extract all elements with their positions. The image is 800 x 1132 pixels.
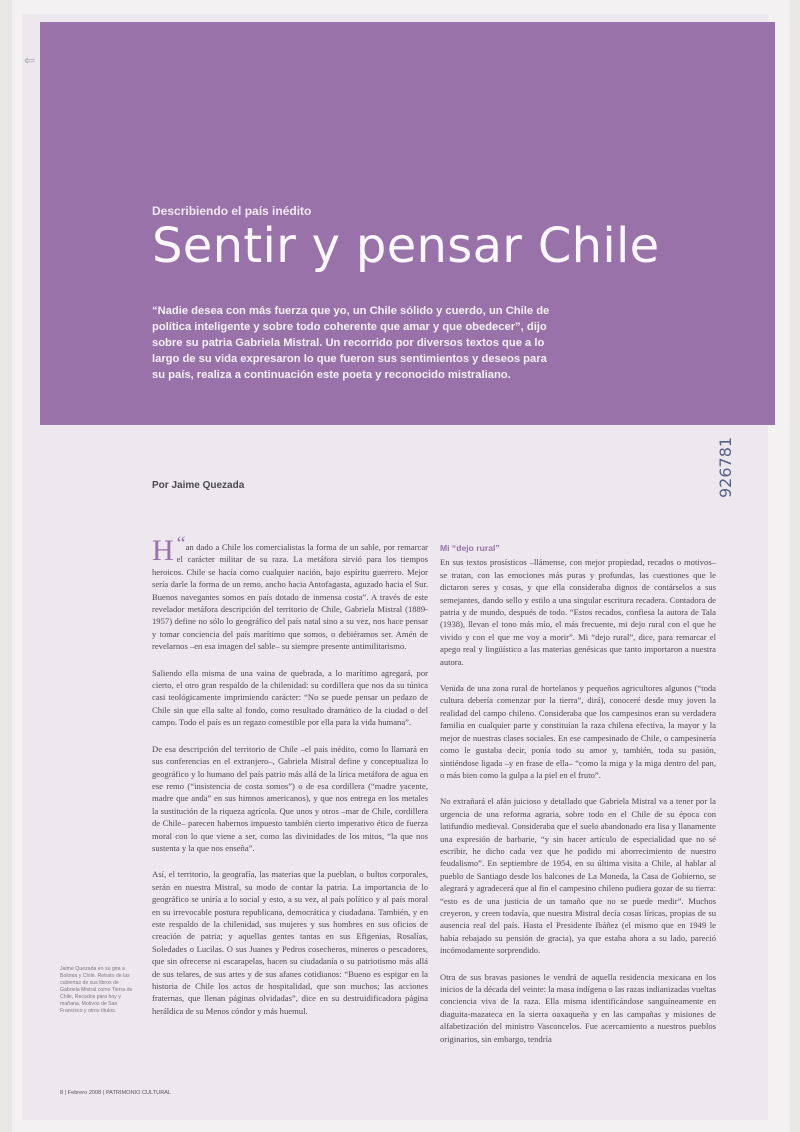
page-title: Sentir y pensar Chile [152, 218, 660, 274]
photo-caption: Jaime Quezada en su gira a Bolonia y Chile. Retrato de las cubiertas de sus libros de Gabriela Mistral como Tierra de Chile, Recados para hoy y mañana, Motivos de San Francisco y otros títulos. [60, 966, 133, 1014]
paragraph: No extrañará el afán juicioso y detallado que Gabriela Mistral va a tener por la urgencia de una reforma agraria, sobre todo en el Chile de su época con latifundio medieval. Consideraba que el suelo abandonado era lisa y llanamente una expresión de barbarie, “y sin hacer artículo de especialidad que no sé escribir, he dicho cada vez que he podido mi aborrecimiento de nuestro feudalismo”. En septiembre de 1954, en su última visita a Chile, al hablar al pueblo de Santiago desde los balcones de La Moneda, la Casa de Gobierno, se alegrará y agradecerá que al fin el campesino chileno pudiera gozar de su tierra: “esto es de una justicia de un tamaño que no se puede medir”. Muchos creyeron, y creen todavía, que nuestra Mistral decía cosas líricas, propias de su ausencia real del país. Hasta el Presidente Ibáñez (el mismo que en 1949 le había rebajado su pensión de gracia), ya que estaba ahora a su lado, pareció incómodamente sorprendido. [440, 796, 716, 956]
quote-mark: “ [176, 533, 186, 555]
right-column [440, 542, 716, 1059]
paragraph: Venida de una zona rural de hortelanos y pequeños agricultores algunos (“toda cultura debería comenzar por la tierra”, dirá), conoceré desde muy joven la realidad del campo chileno. Consideraba que los campesinos eran su verdadera familia en cualquier parte y constituían la raza chilena efectiva, la mayor y la mejor de nuestras clases sociales. En ese campesinado de Chile, o campesinería como le gustaba decir, ponía todo su amor y, también, toda su pasión, sintiéndose ligada –y en frase de ella– “como la miga y la miga dentro del pan, o más bien como la gulpa a la piel en el fruto”. [440, 683, 716, 780]
paragraph: Saliendo ella misma de una vaina de quebrada, a lo marítimo agregará, por cierto, el otro gran respaldo de la chilenidad: su cordillera que nos da su túnica casi teológicamente imprimiendo carácter: “No se puede pensar un pedazo de Chile sin que ella salte al fondo, como resultado dramático de la ciudad o del campo. Todo el país es un regazo comestible por ella para la vida humana”. [152, 667, 428, 728]
paragraph: De esa descripción del territorio de Chile –el país inédito, como lo llamará en sus conferencias en el extranjero–, Gabriela Mistral define y conceptualiza lo geográfico y lo humano del país patrio más allá de la lírica metáfora de agua en ese remo (“insistencia de costa somos”) o de esa cordillera (“madre yacente, madre que anda” en sus himnos americanos), y que nos entrega en los metales la sustitución de la riqueza agrícola. Que unos y otros –mar de Chile, cordillera de Chile– parecen habernos impuesto también cierto imperativo ético de fuerza moral con lo que viene a ser, como las divinidades de los mitos, “la que nos sustenta y la que nos enseña”. [152, 743, 428, 853]
section-subhead: Mi “dejo rural” [440, 543, 500, 553]
kicker: Describiendo el país inédito [152, 204, 312, 218]
dropcap: H [152, 534, 174, 567]
paragraph: En sus textos prosísticos –llámense, con mejor propiedad, recados o motivos– se tratan, con las emociones más puras y profundas, las cuestiones que le dictaron seres y cosas, y que ella consideraba dignos de contárselos a sus semejantes, dando sello y estilo a una singular escritura recadera. Contadora de patria y de mundo, después de todo. “Estos recados, confiesa la autora de Tala (1938), llevan el tono más mío, el más frecuente, mi dejo rural con el que he vivido y con el que me voy a morir”. Mi “dejo rural”, dice, para remarcar el apego real y lingüístico a las materias genésicas que tanto importaron a nuestra autora. [440, 557, 716, 667]
arrow-icon: ⇐ [24, 52, 36, 68]
paragraph: Así, el territorio, la geografía, las materias que la pueblan, o bultos corporales, serán en nuestra Mistral, su modo de contar la patria. La importancia de lo geográfico se uniría a lo social y esto, a su vez, al país político y al país moral en su irrevocable postura republicana, democrática y ciudadana. También, y en este respaldo de la chilenidad, sus mujeres y sus hombres en sus oficios de creación de patria; y aquellas gentes tantas en sus Efigenias, Rosalías, Soledades o Lucilas. O sus Juanes y Pedros cosecheros, mineros o pescadores, que sin ofrecerse ni escarapelas, hacen su ciudadanía o su patriotismo más allá de sus telares, de sus artes y de sus afanes cotidianos: “Bueno es espigar en la historia de Chile los actos de hospitalidad, que son muchos; las acciones fraternas, que llenan páginas olvidadas”, dice en su destruidificadora página heráldica de su Menos cóndor y más huemul. [152, 869, 428, 1016]
left-column [152, 533, 428, 1031]
paragraph [152, 533, 428, 653]
paragraph-text: an dado a Chile los comercialistas la forma de un sable, por remarcar el carácter militar de su raza. La metáfora sirvió para los tiempos heroicos. Chile se hacía como cualquier nación, bajo espíritu guerrero. Mejor sería darle la forma de un remo, ancho hacia Antofagasta, aguzado hacia el Sur. Buenos navegantes somos en país dotado de inmensa costa”. A través de este revelador metáfora descripción del territorio de Chile, Gabriela Mistral (1889-1957) define no sólo lo geográfico del país natal sino a su vez, nos hace pensar y tomar conciencia del país marítimo que somos, o debiéramos ser. Amén de revelarnos –en esa imagen del sable– su siempre presente antimilitarismo. [152, 542, 428, 652]
handwritten-number-text: 926781 [716, 436, 735, 498]
page-footer: 8 | Febrero 2008 | PATRIMONIO CULTURAL [60, 1090, 172, 1096]
lead-paragraph: “Nadie desea con más fuerza que yo, un Chile sólido y cuerdo, un Chile de política inteligente y sobre todo coherente que amar y que obedecer”, dijo sobre su patria Gabriela Mistral. Un recorrido por diversos textos que a lo largo de su vida expresaron lo que fueron sus sentimientos y deseos para su país, realiza a continuación este poeta y reconocido mistraliano. [152, 305, 550, 381]
paragraph: Otra de sus bravas pasiones le vendrá de aquella residencia mexicana en los inicios de la década del veinte: la masa indígena o las razas indianizadas vueltas conciencia viva de la raza. Ella misma identificándose sanguíneamente en diaguita-mazateca en la sierra oaxaqueña y en las campañas y misiones de alfabetización del ministro Vasconcelos. Fue acercamiento a nuestros pueblos originarios, sin embargo, tendría [440, 971, 716, 1044]
byline: Por Jaime Quezada [152, 480, 245, 491]
handwritten-number [716, 437, 735, 498]
